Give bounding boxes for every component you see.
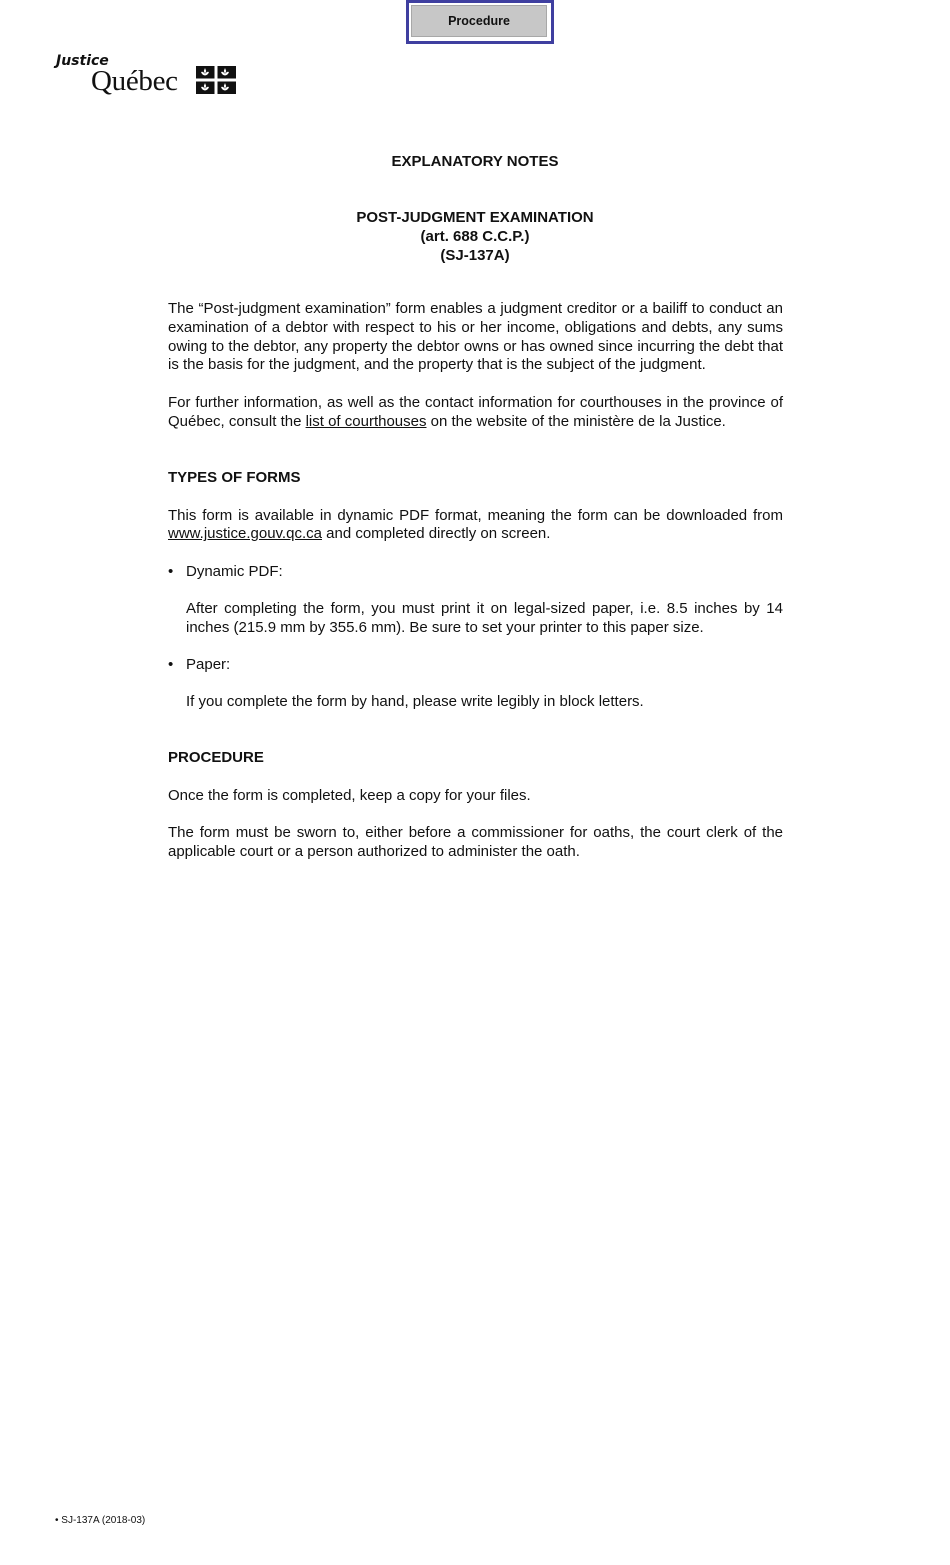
further-info-paragraph — [168, 394, 783, 432]
courthouses-link[interactable]: list of courthouses — [305, 412, 427, 430]
procedure-paragraph-2: The form must be sworn to, either before a commissioner for oaths, the court clerk of the applicable court or a person authorized to administer the oath. — [168, 823, 783, 860]
procedure-paragraph-1: Once the form is completed, keep a copy for your files. — [168, 786, 531, 804]
form-title-line1: POST-JUDGMENT EXAMINATION — [356, 209, 594, 226]
justice-website-link[interactable]: www.justice.gouv.qc.ca — [168, 525, 322, 543]
logo-quebec-text: Québec — [91, 65, 178, 97]
bullet-paper — [168, 656, 783, 675]
dynamic-pdf-text: After completing the form, you must print it on legal-sized paper, i.e. 8.5 inches by 14 inches (215.9 mm by 355.6 mm). Be sure to set your printer to this paper size. — [186, 599, 783, 636]
types-text-2: and completed directly on screen. — [321, 525, 551, 543]
bullet-marker: • — [168, 563, 174, 581]
quebec-flag-icon — [196, 66, 236, 94]
intro-paragraph: The “Post-judgment examination” form enables a judgment creditor or a bailiff to conduct an examination of a debtor with respect to his or her income, obligations and debts, any sums owing to the debtor, any property the debtor owns or has owned since incurring the debt that is the basis for the judgment, and the property that is the subject of the judgment. — [168, 300, 783, 374]
bullet-dynamic-pdf — [168, 563, 783, 582]
explanatory-notes-heading: EXPLANATORY NOTES — [391, 153, 559, 170]
bullet-dynamic-pdf-label: Dynamic PDF: — [186, 563, 283, 581]
procedure-heading: PROCEDURE — [168, 749, 264, 767]
bullet-marker: • — [168, 655, 174, 673]
further-info-text-1: For further information, as well as the contact information for courthouses in the province of Québec, consult the — [168, 394, 783, 430]
procedure-button-frame[interactable] — [406, 0, 554, 44]
bullet-paper-label: Paper: — [186, 655, 231, 673]
procedure-button[interactable]: Procedure — [411, 5, 547, 37]
notes-content — [168, 300, 783, 861]
types-paragraph — [168, 507, 783, 545]
paper-text: If you complete the form by hand, please write legibly in block letters. — [186, 693, 644, 711]
form-title-line2: (art. 688 C.C.P.) — [420, 228, 530, 245]
logo-justice-text: Justice — [56, 53, 109, 69]
types-of-forms-heading: TYPES OF FORMS — [168, 468, 301, 486]
form-title-line3: (SJ-137A) — [440, 247, 510, 264]
form-code-footer: • SJ-137A (2018-03) — [55, 1515, 146, 1526]
types-text-1: This form is available in dynamic PDF format, meaning the form can be downloaded from — [168, 506, 783, 524]
justice-quebec-logo — [56, 53, 246, 103]
further-info-text-2: on the website of the ministère de la Justice. — [426, 412, 726, 430]
